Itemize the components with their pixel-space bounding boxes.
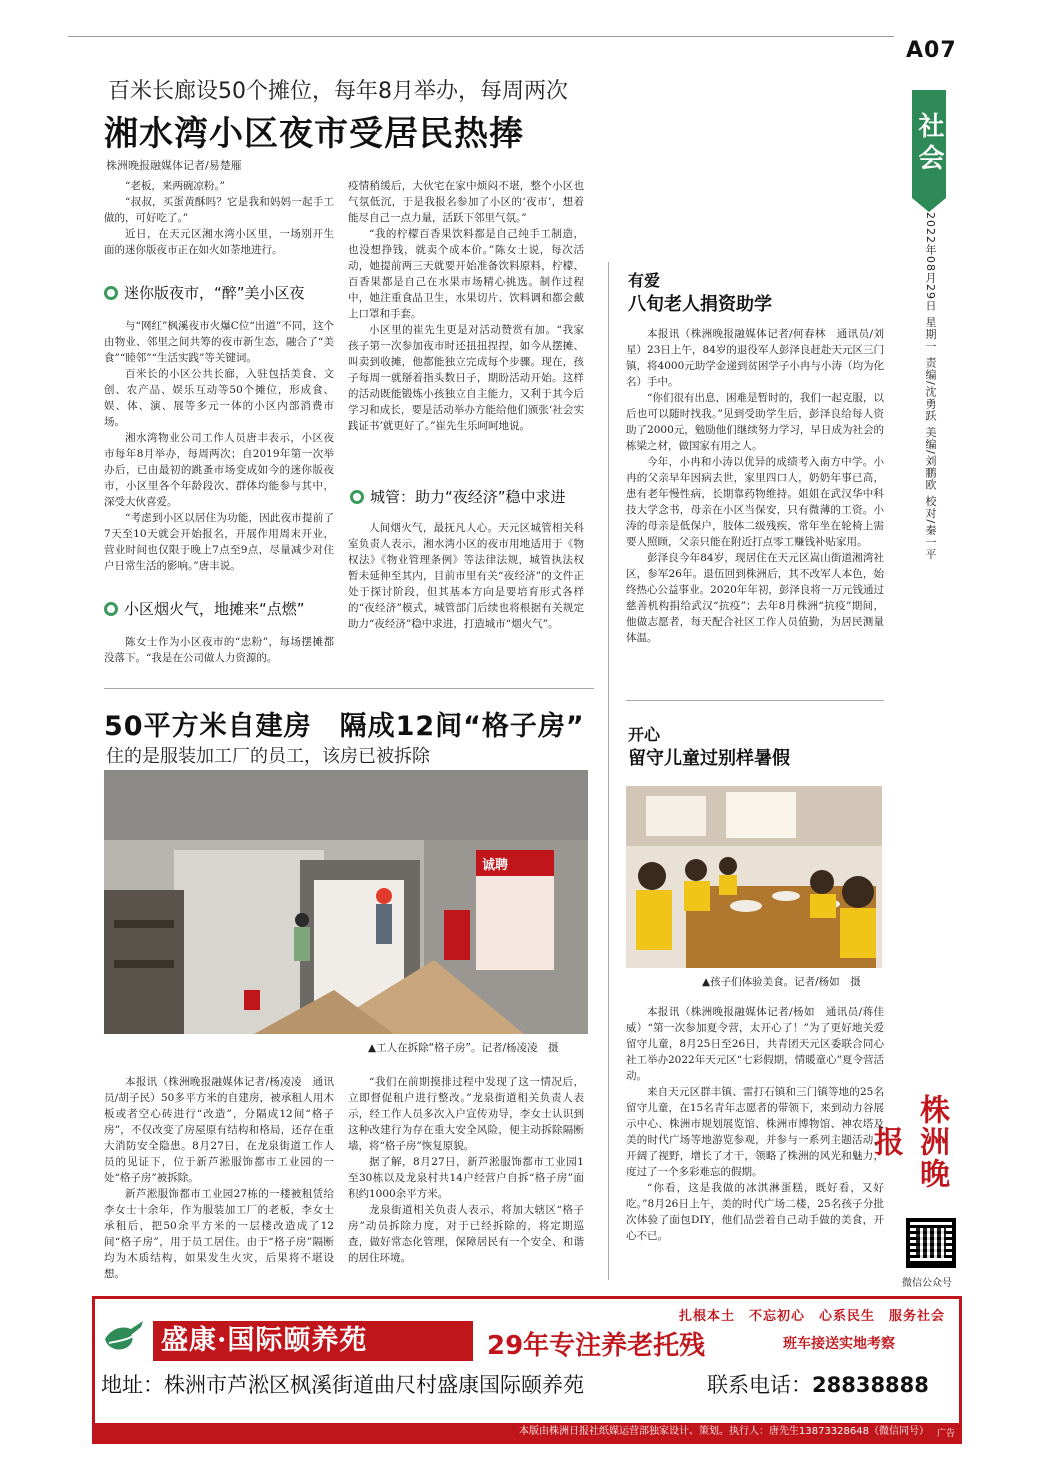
story2-column-2 xyxy=(348,1074,584,1266)
ad-company-name: 盛康·国际颐养苑 xyxy=(153,1321,473,1361)
story1-column-1c xyxy=(104,634,334,666)
ad-phone-block xyxy=(707,1369,929,1399)
ad-slogan: 扎根本土 不忘初心 心系民生 服务社会 xyxy=(678,1309,945,1324)
paragraph: 小区里的崔先生更是对活动赞赏有加。“我家孩子第一次参加夜市时还扭扭捏捏，如今从摆摊、叫卖到收摊，他都能独立完成每个步骤。现在，孩子每周一就掰着指头数日子，期盼活动开始。这样的活动既能锻炼小孩独立自主能力，又利于其今后学习和成长，要是活动举办方能给他们颁张‘社会实践证书’就更好了。”崔先生乐呵呵地说。 xyxy=(348,324,584,432)
paragraph: 陈女士作为小区夜市的“忠粉”，每场摆摊都没落下。“我是在公司做人力资源的。 xyxy=(104,636,334,664)
paragraph: 人间烟火气，最抚凡人心。天元区城管相关科室负责人表示，湘水湾小区的夜市用地适用于《物权法》《物业管理条例》等法律法规，城管执法权暂未延伸至其内，目前市里有关“夜经济”的文件正处于探讨阶段，但其基本方向是要培育形式各样的“夜经济”模式，城管部门后续也将根据有关规定助力“夜经济”稳中求进，打造城市“烟火气”。 xyxy=(348,522,584,630)
bullet-circle-icon xyxy=(104,286,118,300)
story-separator xyxy=(104,688,594,689)
demolition-photo xyxy=(104,770,588,1034)
paragraph: “叔叔，买蛋黄酥吗？它是我和妈妈一起手工做的，可好吃了。” xyxy=(104,196,334,224)
story4-headline: 留守儿童过别样暑假 xyxy=(628,748,790,769)
column-divider xyxy=(608,262,609,1280)
qr-code-icon xyxy=(906,1218,956,1268)
story1-subhead-1 xyxy=(104,282,305,303)
paragraph: “你们很有出息，困难是暂时的，我们一起克服，以后也可以随时找我。”见到受助学生后，彭泽良给每人资助了2000元，勉励他们继续努力学习，早日成为社会的栋梁之材，做国家有用之人。 xyxy=(626,392,884,452)
children-dining-photo xyxy=(626,786,882,968)
story1-column-2a xyxy=(348,178,584,434)
ad-top xyxy=(95,1299,959,1365)
paragraph: 来自天元区群丰镇、雷打石镇和三门镇等地的25名留守儿童，在15名青年志愿者的带领下，来到动力谷展示中心、株洲市规划展览馆、株洲市博物馆、神农塔及美的时代广场等地游览参观，并参与一系列主题活动，开阔了视野，增长了才干，领略了株洲的风光和魅力，度过了一个多彩难忘的假期。 xyxy=(626,1086,884,1178)
story1-column-1b xyxy=(104,318,334,574)
story1-byline: 株洲晚报融媒体记者/易楚雁 xyxy=(106,159,242,172)
paragraph: 近日，在天元区湘水湾小区里，一场别开生面的迷你版夜市正在如火如荼地进行。 xyxy=(104,228,334,256)
ad-phone-label: 联系电话： xyxy=(707,1373,812,1397)
story1-subhead-3 xyxy=(350,486,566,507)
bullet-circle-icon xyxy=(350,490,364,504)
paragraph: 湘水湾物业公司工作人员唐丰表示，小区夜市每年8月举办，每周两次；自2019年第一次举办后，已由最初的跳蚤市场变成如今的迷你版夜市，小区里各个年龄段次、群体均能参与其中，深受大伙喜爱。 xyxy=(104,432,334,508)
story4-body xyxy=(626,1004,884,1244)
story3-body xyxy=(626,326,884,646)
story1-subhead-2 xyxy=(104,598,305,619)
paragraph: “我们在前期摸排过程中发现了这一情况后，立即督促租户进行整改。”龙泉街道相关负责人表示，经工作人员多次入户宣传劝导，李女士认识到这种改建行为存在重大安全风险，便主动拆除隔断墙，将“格子房”恢复原貌。 xyxy=(348,1076,584,1152)
ad-address: 地址：株洲市芦淞区枫溪街道曲尺村盛康国际颐养苑 xyxy=(101,1373,584,1397)
story4-photo-caption: ▲孩子们体验美食。记者/杨如 摄 xyxy=(702,976,861,988)
paragraph: “考虑到小区以居住为功能，因此夜市提前了7天至10天就会开始报名，开展作用周末开业，营业时间也仅限于晚上7点至9点，尽量减少对住户日常生活的影响。”唐丰说。 xyxy=(104,512,334,572)
subhead-text: 小区烟火气，地摊来“点燃” xyxy=(124,600,305,618)
ad-tagline: 29年专注养老托残 xyxy=(487,1331,706,1361)
paragraph: 据了解，8月27日，新芦淞服饰都市工业园1至30栋以及龙泉村共14户经营户自拆“格子房”面积约1000余平方米。 xyxy=(348,1156,584,1200)
story1-headline: 湘水湾小区夜市受居民热捧 xyxy=(104,114,524,154)
story2-headline: 50平方米自建房 隔成12间“格子房” xyxy=(104,711,585,742)
qr-caption: 微信公众号 xyxy=(902,1278,952,1289)
ad-tagline-secondary: 班车接送实地考察 xyxy=(783,1336,895,1352)
story2-photo-caption: ▲工人在拆除“格子房”。记者/杨凌凌 摄 xyxy=(368,1042,559,1054)
story1-kicker: 百米长廊设50个摊位，每年8月举办，每周两次 xyxy=(108,79,568,104)
paper-brand-logo: 株洲晚报 xyxy=(868,1094,949,1190)
paragraph: 疫情稍缓后，大伙宅在家中烦闷不堪，整个小区也气氛低沉，于是我报名参加了小区的‘夜市’，想着能尽自己一点力量，活跃下邻里气氛。” xyxy=(348,180,584,224)
paragraph: 彭泽良今年84岁，现居住在天元区嵩山街道湘湾社区，参军26年。退伍回到株洲后，其不改军人本色，始终热心公益事业。2020年年初，彭泽良将一万元钱通过慈善机构捐给武汉“抗疫”；去年8月株洲“抗疫”期间，他做志愿者，每天配合社区工作人员值勤，为居民测量体温。 xyxy=(626,552,884,644)
paragraph: “我的柠檬百香果饮料都是自己纯手工制造，也没想挣钱，就卖个成本价。”陈女士说，每次活动，她提前两三天就要开始准备饮料原料，柠檬、百香果都是自己在水果市场精心挑选。制作过程中，她注重食品卫生，水果切片、饮料调和都会戴上口罩和手套。 xyxy=(348,228,584,320)
ad-phone-number: 28838888 xyxy=(812,1373,929,1397)
paragraph: “老板，来两碗凉粉。” xyxy=(125,180,225,192)
story3-kicker: 有爱 xyxy=(628,271,661,290)
story1-column-2b xyxy=(348,520,584,632)
subhead-text: 迷你版夜市，“醉”美小区夜 xyxy=(124,284,305,302)
ad-tag: 广告 xyxy=(936,1429,955,1439)
paragraph: 本报讯（株洲晚报融媒体记者/杨如 通讯员/蒋佳威）“第一次参加夏令营，太开心了！”为了更好地关爱留守儿童，8月25日至26日，共青团天元区委联合同心社工举办2022年天元区“七彩假期，情暖童心”夏令营活动。 xyxy=(626,1006,884,1082)
story3-headline: 八旬老人捐资助学 xyxy=(628,294,772,315)
edition-info: 2022年08月29日 星期一 责编/沈勇跃 美编/刘鹏欧 校对/秦一平 xyxy=(924,212,937,561)
paragraph: 本报讯（株洲晚报融媒体记者/杨凌凌 通讯员/胡子民）50多平方米的自建房，被承租人用木板或者空心砖进行“改造”，分隔成12间“格子房”，不仅改变了房屋原有结构和格局，还存在重大消防安全隐患。8月27日，在龙泉街道工作人员的见证下，位于新芦淞服饰都市工业园的一处“格子房”被拆除。 xyxy=(104,1076,334,1184)
story2-column-1 xyxy=(104,1074,334,1282)
notice-text: 诚聘 xyxy=(482,858,509,873)
story1-column-1a xyxy=(104,178,334,258)
story4-kicker: 开心 xyxy=(628,725,661,744)
paragraph: 新芦淞服饰都市工业园27栋的一楼被租赁给李女士十余年，作为服装加工厂的老板，李女士承租后，把50余平方米的一层楼改造成了12间“格子房”，用于员工居住。由于“格子房”隔断均为木质结构，如果发生火灾，后果将不堪设想。 xyxy=(104,1188,334,1280)
paragraph: 今年，小冉和小涛以优异的成绩考入南方中学。小冉的父亲早年因病去世，家里四口人，奶奶年事已高，患有老年慢性病，长期靠药物维持。姐姐在武汉华中科技大学念书，母亲在小区当保安，只有微薄的工资。小涛的母亲是低保户，肢体二级残疾，常年坐在轮椅上需要人照顾，父亲只能在附近打点零工赚钱补贴家用。 xyxy=(626,456,884,548)
paragraph: 百米长的小区公共长廊，入驻包括美食、文创、农产品、娱乐互动等50个摊位，形成食、娱、体、演、展等多元一体的小区内部消费市场。 xyxy=(104,368,334,428)
paragraph: 与“网红”枫溪夜市火爆C位“出道”不同，这个由物业、邻里之间共筹的夜市新生态，融合了“美食”“睦邻”“生活实践”等关键词。 xyxy=(104,320,334,364)
section-tab: 社会 xyxy=(912,90,946,198)
page-number: A07 xyxy=(906,38,957,63)
subhead-text: 城管：助力“夜经济”稳中求进 xyxy=(370,488,566,506)
top-rule xyxy=(68,36,894,37)
paragraph: “你看，这是我做的冰淇淋蛋糕，既好看，又好吃。”8月26日上午，美的时代广场二楼，25名孩子分批次体验了面包DIY，他们品尝着自己动手做的美食，开心不已。 xyxy=(626,1182,884,1242)
paragraph: 本报讯（株洲晚报融媒体记者/何春林 通讯员/刘星）23日上午，84岁的退役军人彭泽良赶赴天元区三门镇，将4000元助学金递到贫困学子小冉与小涛（均为化名）手中。 xyxy=(626,328,884,388)
ad-footer: 本版由株洲日报社纸媒运营部独家设计、策划。执行人：唐先生13873328648（微信同号） xyxy=(95,1423,959,1441)
hand-logo-icon xyxy=(101,1311,147,1357)
bullet-circle-icon xyxy=(104,602,118,616)
advertisement-banner[interactable] xyxy=(92,1296,962,1444)
story2-subheadline: 住的是服装加工厂的员工，该房已被拆除 xyxy=(106,746,430,767)
sidebar-separator xyxy=(626,700,884,701)
paragraph: 龙泉街道相关负责人表示，将加大辖区“格子房”动员拆除力度，对于已经拆除的，将定期巡查，做好常态化管理，保障居民有一个安全、和谐的居住环境。 xyxy=(348,1204,584,1264)
